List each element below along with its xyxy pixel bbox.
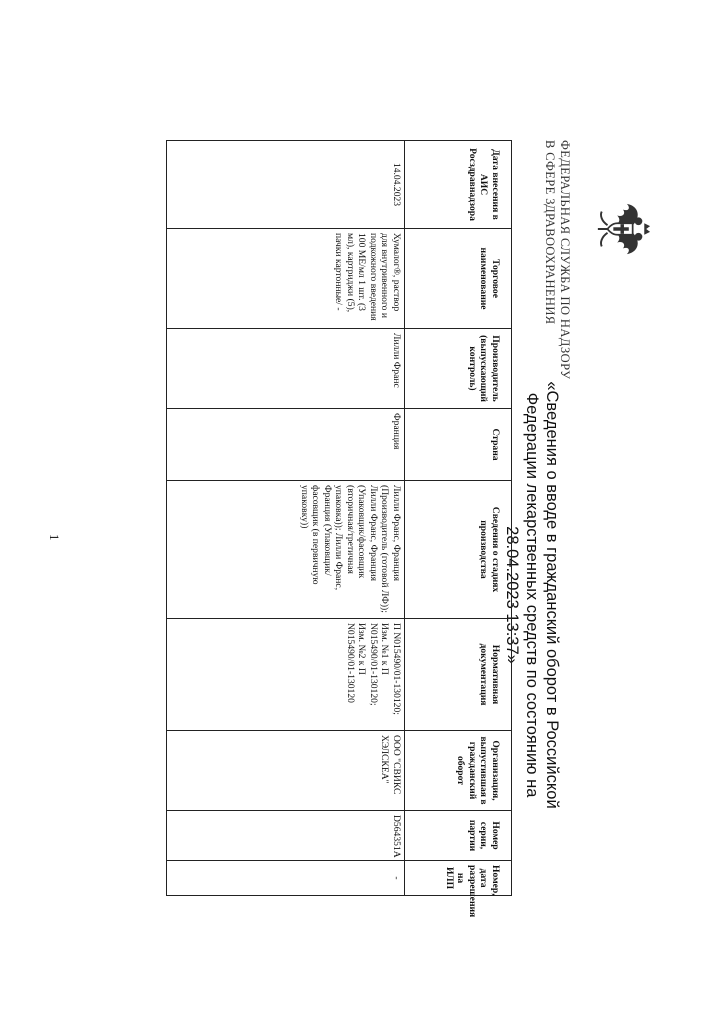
- agency-name: [542, 140, 572, 380]
- agency-line-1: ФЕДЕРАЛЬНАЯ СЛУЖБА ПО НАДЗОРУ: [558, 140, 572, 380]
- cell-batch: D564351A: [167, 811, 405, 861]
- table-header-row: [405, 141, 512, 896]
- column-header-batch: Номер серии, партии: [405, 811, 512, 861]
- column-header-country: Страна: [405, 409, 512, 481]
- cell-manufacturer: Лилли Франс: [167, 329, 405, 409]
- column-header-stages: Сведения о стадиях производства: [405, 481, 512, 619]
- cell-stages: Лилли Франс, Франция (Производитель (готовой ЛФ)); Лилли Франс, Франция (Упаковщик/фасовщик (вторичная/третичная упаковка)); Лилли Франс, Франция (Упаковщик/фасовщик (в первичную упаковку)): [167, 481, 405, 619]
- cell-trade-name: Хумалог®, раствор для внутривенного и подкожного введения 100 МЕ/мл 1 шт. (3 мл), картриджи (5), пачки картонные/ -: [167, 229, 405, 329]
- cell-country: Франция: [167, 409, 405, 481]
- document-title: «Сведения о вводе в гражданский оборот в Российской Федерации лекарственных средств по состоянию на 28.04.2023 13:37»: [503, 381, 561, 809]
- column-header-permit: Номер, дата разрешения на ИЛП: [405, 861, 512, 896]
- cell-permit: -: [167, 861, 405, 896]
- table-row: [167, 141, 405, 896]
- page-number: 1: [47, 534, 62, 541]
- cell-docs: П N015490/01-130120; Изм. №1 к П N015490/01-130120; Изм. №2 к П N015490/01-130120: [167, 619, 405, 731]
- double-headed-eagle-icon: [594, 200, 652, 258]
- column-header-manufacturer: Производитель (выпускающий контроль): [405, 329, 512, 409]
- column-header-docs: Нормативная документация: [405, 619, 512, 731]
- agency-line-2: В СФЕРЕ ЗДРАВООХРАНЕНИЯ: [543, 140, 557, 325]
- column-header-date: Дата внесения в АИС Росздравнадзора: [405, 141, 512, 229]
- cell-organization: ООО "СВИКС ХЭЛСКЕА": [167, 731, 405, 811]
- register-table: [166, 140, 512, 918]
- column-header-organization: Организация, выпустившая в гражданский оборот: [405, 731, 512, 811]
- column-header-trade-name: Торговое наименование: [405, 229, 512, 329]
- cell-date: 14.04.2023: [167, 141, 405, 229]
